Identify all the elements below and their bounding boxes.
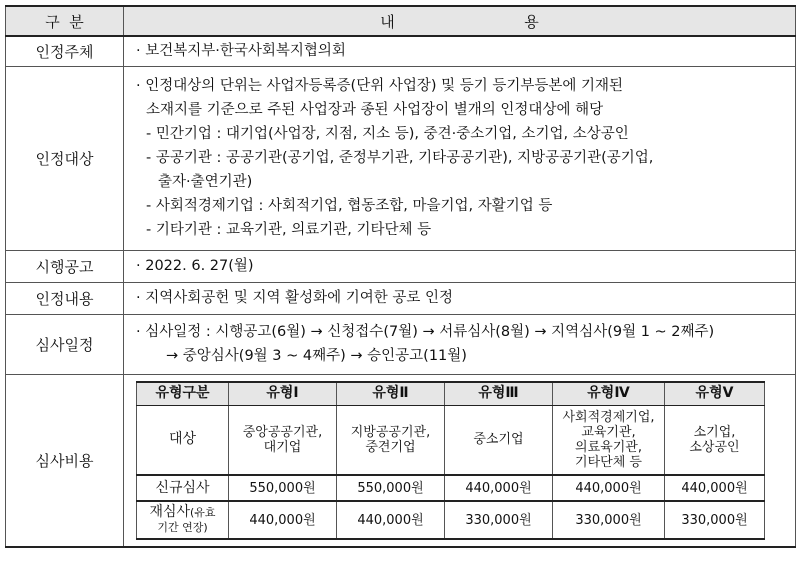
fee-new-value: 440,000원: [665, 475, 765, 501]
label-schedule: 심사일정: [6, 314, 124, 374]
label-cost: 심사비용: [6, 374, 124, 547]
fee-new-value: 550,000원: [229, 475, 337, 501]
fee-re-label-small: (유효: [190, 506, 216, 519]
label-notice: 시행공고: [6, 250, 124, 282]
target-line: 소재지를 기준으로 주된 사업장과 종된 사업장이 별개의 인정대상에 해당: [146, 102, 604, 118]
fee-target-cell: [553, 405, 665, 475]
fee-new-label: 신규심사: [137, 475, 229, 501]
row-cost: [6, 374, 796, 547]
fee-target-text: 중앙공공기관,: [242, 424, 323, 440]
header-category: 구 분: [6, 6, 124, 36]
table-header-row: [6, 6, 796, 36]
fee-header-cell: 유형Ⅳ: [553, 382, 665, 406]
label-target: 인정대상: [6, 66, 124, 250]
fee-header-cell: 유형구분: [137, 382, 229, 406]
fee-new-value: 550,000원: [337, 475, 445, 501]
fee-target-cell: [337, 405, 445, 475]
fee-re-value: 440,000원: [337, 501, 445, 539]
fee-re-value: 330,000원: [665, 501, 765, 539]
notice-text: · 2022. 6. 27(월): [124, 250, 796, 282]
fee-target-text: 교육기관,: [581, 424, 636, 440]
row-entity: [6, 36, 796, 66]
fee-target-label: 대상: [137, 405, 229, 475]
schedule-line: → 중앙심사(9월 3 ~ 4째주) → 승인공고(11월): [166, 348, 467, 364]
fee-header-cell: 유형Ⅰ: [229, 382, 337, 406]
fee-target-text: 중견기업: [365, 439, 416, 455]
fee-target-text: 소상공인: [689, 439, 740, 455]
fee-target-text: 지방공공기관,: [350, 424, 431, 440]
fee-target-text: 기타단체 등: [575, 454, 642, 470]
target-line: · 인정대상의 단위는 사업자등록증(단위 사업장) 및 등기 등기부등본에 기재된: [136, 78, 624, 94]
row-schedule: [6, 314, 796, 374]
fee-header-cell: 유형Ⅴ: [665, 382, 765, 406]
fee-re-label-main: 재심사: [149, 504, 191, 520]
fee-target-cell: [229, 405, 337, 475]
target-line: - 사회적경제기업 : 사회적기업, 협동조합, 마을기업, 자활기업 등: [146, 198, 553, 214]
entity-text: · 보건복지부·한국사회복지협의회: [124, 36, 796, 66]
fee-target-text: 대기업: [263, 439, 302, 455]
target-line: 출자·출연기관): [158, 174, 253, 190]
label-content: 인정내용: [6, 282, 124, 314]
fee-target-text: 중소기업: [473, 432, 524, 448]
target-line: - 기타기관 : 교육기관, 의료기관, 기타단체 등: [146, 222, 432, 238]
fee-target-text: 사회적경제기업,: [562, 409, 655, 425]
target-line: - 민간기업 : 대기업(사업장, 지점, 지소 등), 중견·중소기업, 소기업, 소상공인: [146, 126, 629, 142]
schedule-line: · 심사일정 : 시행공고(6월) → 신청접수(7월) → 서류심사(8월) → 지역심사(9월 1 ~ 2째주): [136, 324, 715, 340]
fee-re-row: [137, 501, 765, 539]
row-target: [6, 66, 796, 250]
fee-header-cell: 유형Ⅱ: [337, 382, 445, 406]
fee-re-label: [137, 501, 229, 539]
content-text: · 지역사회공헌 및 지역 활성화에 기여한 공로 인정: [124, 282, 796, 314]
fee-table: [136, 381, 765, 541]
row-notice: [6, 250, 796, 282]
schedule-content: [124, 314, 796, 374]
target-content: [124, 66, 796, 250]
fee-target-row: [137, 405, 765, 475]
fee-re-label-small2: 기간 연장): [157, 521, 208, 534]
fee-target-text: 의료육기관,: [575, 439, 642, 455]
fee-header-row: [137, 382, 765, 406]
header-content: 내 용: [124, 6, 796, 36]
fee-new-value: 440,000원: [445, 475, 553, 501]
target-line: - 공공기관 : 공공기관(공기업, 준정부기관, 기타공공기관), 지방공공기관(공기업,: [146, 150, 654, 166]
fee-target-cell: [445, 405, 553, 475]
fee-header-cell: 유형Ⅲ: [445, 382, 553, 406]
cost-content: [124, 374, 796, 547]
info-table: [5, 5, 796, 548]
fee-target-text: 소기업,: [693, 424, 736, 440]
fee-re-value: 330,000원: [553, 501, 665, 539]
row-content: [6, 282, 796, 314]
fee-new-row: [137, 475, 765, 501]
label-entity: 인정주체: [6, 36, 124, 66]
info-table-wrapper: [5, 5, 795, 548]
fee-re-value: 330,000원: [445, 501, 553, 539]
fee-target-cell: [665, 405, 765, 475]
fee-new-value: 440,000원: [553, 475, 665, 501]
fee-re-value: 440,000원: [229, 501, 337, 539]
